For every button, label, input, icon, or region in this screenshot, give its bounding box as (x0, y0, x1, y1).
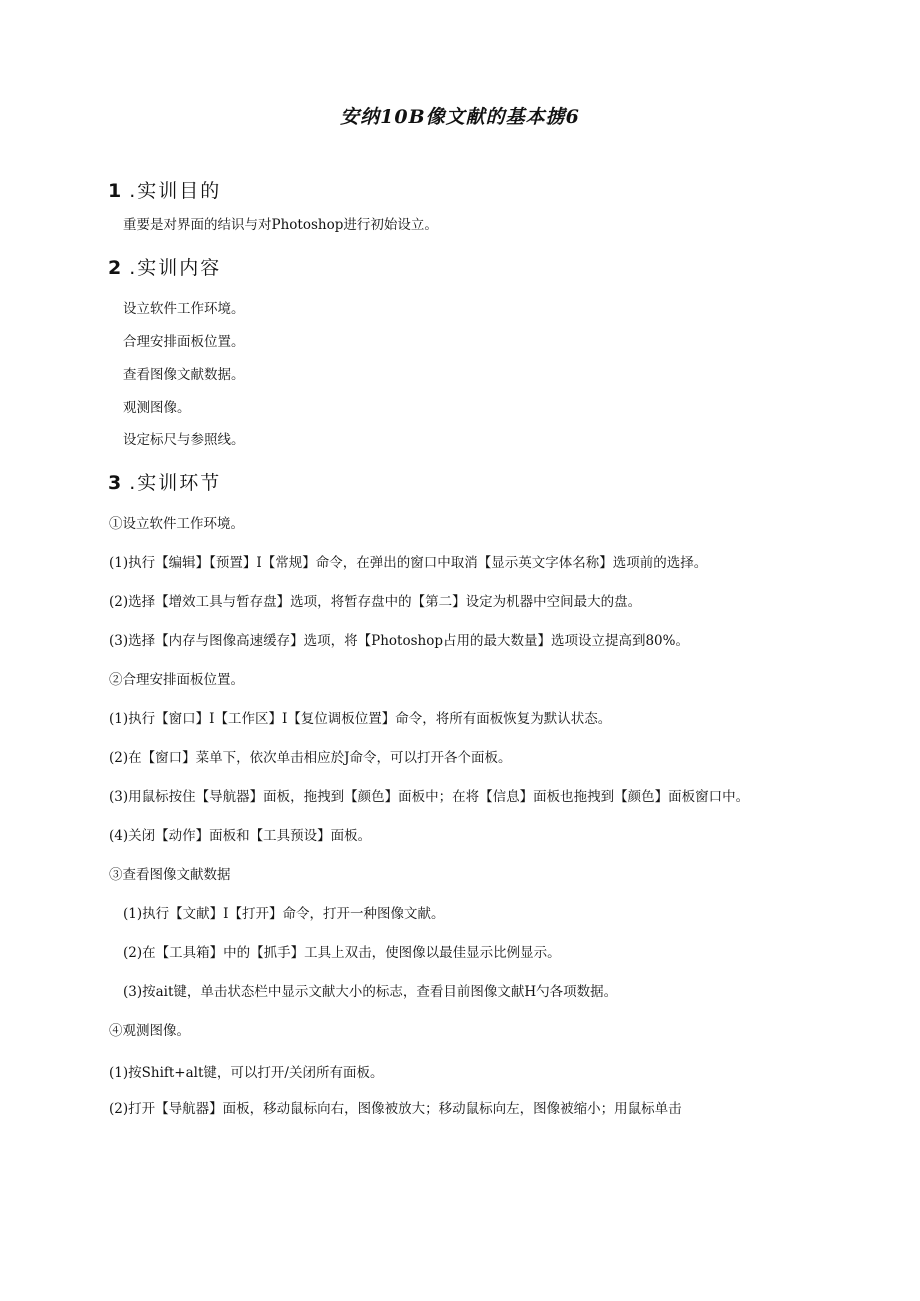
step-group-title: ③查看图像文献数据 (109, 867, 231, 883)
list-item: 观测图像。 (123, 400, 191, 416)
step-item: (3)选择【内存与图像高速缓存】选项，将【Photoshop占用的最大数量】选项设立提高到80%。 (109, 633, 689, 649)
step-item: (1)执行【编辑】【预置】I【常规】命令，在弹出的窗口中取消【显示英文字体名称】选项前的选择。 (109, 555, 708, 571)
list-item: 合理安排面板位置。 (123, 334, 245, 350)
step-item: (2)选择【增效工具与暂存盘】选项，将暂存盘中的【第二】设定为机器中空间最大的盘。 (109, 594, 642, 610)
section-heading-1 (108, 176, 221, 203)
step-item: (1)按Shift+alt键，可以打开/关闭所有面板。 (109, 1065, 384, 1081)
step-item: (2)打开【导航器】面板，移动鼠标向右，图像被放大；移动鼠标向左，图像被缩小；用鼠标单击 (109, 1101, 682, 1117)
section-title-1: .实训目的 (129, 180, 222, 202)
section-number-1: 1 (108, 180, 124, 202)
section-heading-3 (108, 468, 221, 495)
list-item: 设定标尺与参照线。 (123, 432, 245, 448)
section-heading-2 (108, 253, 221, 280)
step-item: (1)执行【文献】I【打开】命令，打开一种图像文献。 (123, 906, 445, 922)
section-title-2: .实训内容 (129, 257, 222, 279)
step-item: (3)按ait键，单击状态栏中显示文献大小的标志，查看目前图像文献H勺各项数据。 (123, 984, 618, 1000)
section-number-3: 3 (108, 472, 124, 494)
list-item: 查看图像文献数据。 (123, 367, 245, 383)
step-item: (2)在【窗口】菜单下，依次单击相应於J命令，可以打开各个面板。 (109, 750, 512, 766)
step-item: (4)关闭【动作】面板和【工具预设】面板。 (109, 828, 372, 844)
list-item: 设立软件工作环境。 (123, 301, 245, 317)
step-group-title: ①设立软件工作环境。 (109, 516, 244, 532)
step-group-title: ②合理安排面板位置。 (109, 672, 244, 688)
section-title-3: .实训环节 (129, 472, 222, 494)
paragraph-line: 重要是对界面的结识与对Photoshop进行初始设立。 (123, 217, 438, 233)
step-item: (2)在【工具箱】中的【抓手】工具上双击，使图像以最佳显示比例显示。 (123, 945, 561, 961)
step-item: (1)执行【窗口】I【工作区】I【复位调板位置】命令，将所有面板恢复为默认状态。 (109, 711, 612, 727)
step-item: (3)用鼠标按住【导航器】面板，拖拽到【颜色】面板中；在将【信息】面板也拖拽到【颜色】面板窗口中。 (109, 789, 750, 805)
section-number-2: 2 (108, 257, 124, 279)
step-group-title: ④观测图像。 (109, 1023, 190, 1039)
document-title: 安纳10B像文献的基本掳6 (340, 106, 580, 128)
